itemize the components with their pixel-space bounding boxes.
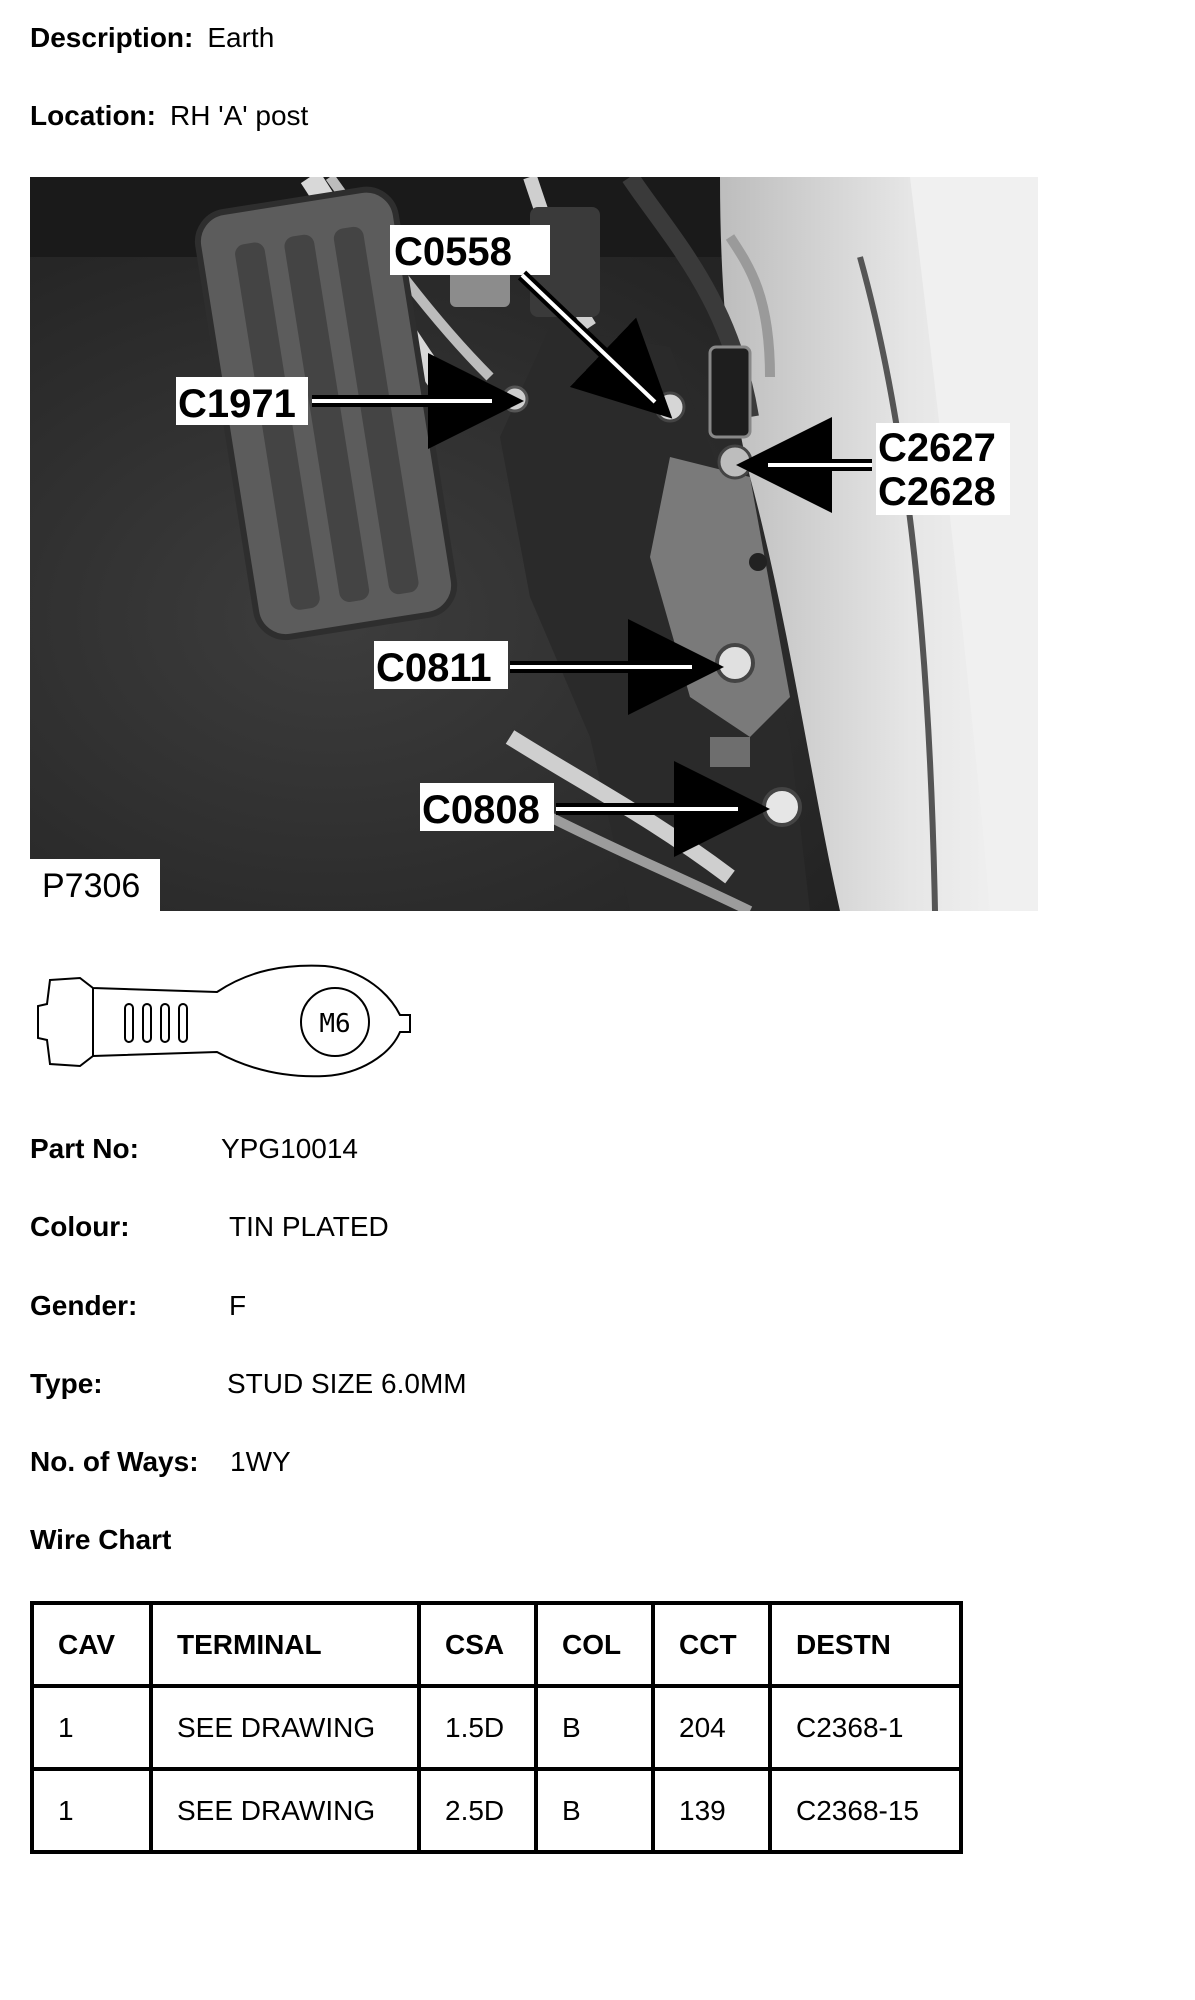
wire-chart-table: [30, 1601, 963, 1854]
callout-c2628: C2628: [878, 470, 996, 514]
column-header-csa: CSA: [419, 1603, 536, 1686]
no-of-ways-label: No. of Ways:: [30, 1446, 199, 1477]
cell-destn: C2368-1: [770, 1686, 961, 1769]
location-label: Location:: [30, 100, 156, 131]
table-row: [32, 1686, 961, 1769]
callout-c2627: C2627: [878, 426, 996, 470]
colour-label: Colour:: [30, 1211, 130, 1242]
part-no-label: Part No:: [30, 1133, 139, 1164]
colour-value: TIN PLATED: [229, 1211, 389, 1242]
cell-terminal: SEE DRAWING: [151, 1686, 419, 1769]
photo-id: P7306: [42, 867, 141, 905]
ring-terminal-drawing: [35, 960, 415, 1085]
cell-cct: 139: [653, 1769, 770, 1852]
gender-value: F: [229, 1290, 247, 1321]
no-of-ways-value: 1WY: [230, 1446, 291, 1477]
callout-c0558: C0558: [394, 230, 512, 274]
cell-cct: 204: [653, 1686, 770, 1769]
column-header-terminal: TERMINAL: [151, 1603, 419, 1686]
cell-csa: 1.5D: [419, 1686, 536, 1769]
cell-csa: 2.5D: [419, 1769, 536, 1852]
cell-cav: 1: [32, 1686, 151, 1769]
cell-destn: C2368-15: [770, 1769, 961, 1852]
location-field: [30, 100, 308, 132]
column-header-cav: CAV: [32, 1603, 151, 1686]
callout-c0811: C0811: [376, 646, 492, 690]
column-header-cct: CCT: [653, 1603, 770, 1686]
callout-c1971: C1971: [178, 382, 296, 426]
wire-chart-title: Wire Chart: [30, 1524, 172, 1555]
type-label: Type:: [30, 1368, 103, 1399]
gender-label: Gender:: [30, 1290, 138, 1321]
cell-col: B: [536, 1686, 653, 1769]
callout-c0808: C0808: [422, 788, 540, 832]
description-value: Earth: [207, 22, 275, 53]
connector-location-photo: [30, 177, 1038, 911]
table-header-row: [32, 1603, 961, 1686]
location-value: RH 'A' post: [170, 100, 309, 131]
column-header-col: COL: [536, 1603, 653, 1686]
cell-cav: 1: [32, 1769, 151, 1852]
column-header-destn: DESTN: [770, 1603, 961, 1686]
table-row: [32, 1769, 961, 1852]
description-field: [30, 22, 274, 54]
type-value: STUD SIZE 6.0MM: [227, 1368, 467, 1399]
part-no-value: YPG10014: [221, 1133, 358, 1164]
description-label: Description:: [30, 22, 194, 53]
cell-terminal: SEE DRAWING: [151, 1769, 419, 1852]
cell-col: B: [536, 1769, 653, 1852]
terminal-size-label: M6: [319, 1009, 351, 1039]
